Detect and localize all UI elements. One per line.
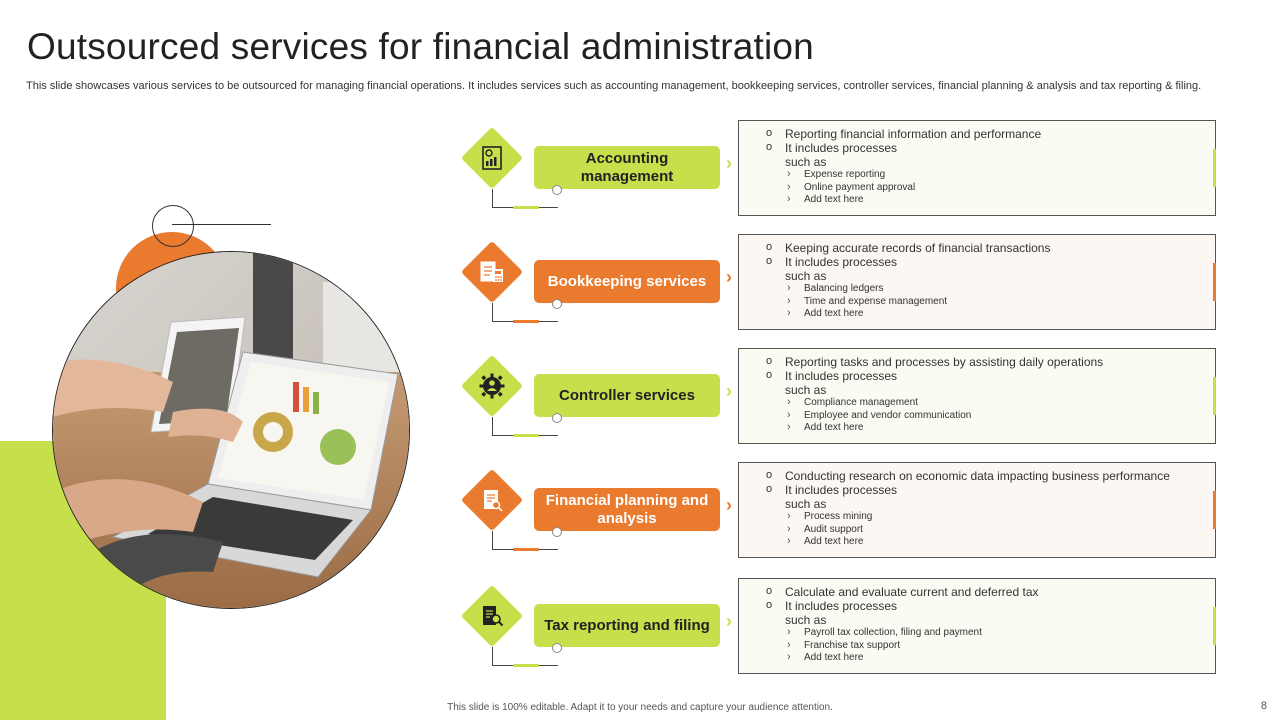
service-row-financial-planning bbox=[0, 462, 1280, 562]
bullet-text: Reporting tasks and processes by assisting daily operations bbox=[785, 355, 1104, 369]
sub-item: › Expense reporting bbox=[739, 169, 1215, 182]
chevron-right-icon: › bbox=[726, 495, 732, 515]
bullet-text-cont: such as bbox=[785, 269, 827, 283]
detail-bullet bbox=[739, 127, 1215, 141]
tax-document-search-icon bbox=[478, 602, 506, 630]
service-label: Controller services bbox=[534, 374, 720, 417]
connector-accent bbox=[513, 320, 539, 323]
slide-footer: This slide is 100% editable. Adapt it to your needs and capture your audience attention. bbox=[447, 702, 833, 713]
bullet-text: o It includes processes bbox=[785, 255, 898, 269]
sub-item: › Payroll tax collection, filing and payment bbox=[739, 627, 1215, 640]
service-details-card bbox=[738, 348, 1216, 444]
service-details-card bbox=[738, 578, 1216, 674]
bullet-text: o It includes processes bbox=[785, 141, 898, 155]
connector-dot bbox=[552, 643, 562, 653]
card-accent bbox=[1213, 377, 1216, 415]
sub-item: › Compliance management bbox=[739, 397, 1215, 410]
connector-accent bbox=[513, 548, 539, 551]
ring-decor-line bbox=[172, 224, 271, 225]
service-icon-badge bbox=[461, 241, 523, 303]
sub-item: › Balancing ledgers bbox=[739, 283, 1215, 296]
ledger-calculator-icon bbox=[478, 258, 506, 286]
sub-item: › Employee and vendor communication bbox=[739, 410, 1215, 423]
sub-item: › Add text here bbox=[739, 308, 1215, 321]
sub-item: › Franchise tax support bbox=[739, 640, 1215, 653]
chevron-right-icon: › bbox=[726, 381, 732, 401]
sub-item: › Online payment approval bbox=[739, 182, 1215, 195]
service-icon-badge bbox=[461, 469, 523, 531]
detail-bullet bbox=[739, 369, 1215, 397]
service-details-card bbox=[738, 462, 1216, 558]
service-details-card bbox=[738, 120, 1216, 216]
service-label: Financial planning and analysis bbox=[534, 488, 720, 531]
chart-document-icon bbox=[478, 144, 506, 172]
card-accent bbox=[1213, 607, 1216, 645]
bullet-text: o It includes processes bbox=[785, 599, 898, 613]
slide-title: Outsourced services for financial administration bbox=[27, 26, 814, 67]
sub-item: › Add text here bbox=[739, 652, 1215, 665]
service-row-bookkeeping bbox=[0, 234, 1280, 334]
bullet-text: Calculate and evaluate current and deferred tax bbox=[785, 585, 1039, 599]
detail-bullet bbox=[739, 141, 1215, 169]
service-details-card bbox=[738, 234, 1216, 330]
card-accent bbox=[1213, 149, 1216, 187]
bullet-text: Conducting research on economic data impacting business performance bbox=[785, 469, 1170, 483]
service-icon-badge bbox=[461, 585, 523, 647]
service-label: Tax reporting and filing bbox=[534, 604, 720, 647]
service-icon-badge bbox=[461, 355, 523, 417]
slide-subtitle: This slide showcases various services to be outsourced for managing financial operations. It includes services such as accounting management, bookkeeping services, controller services, financial planning & analysis and tax reporting & filing. bbox=[26, 80, 1202, 92]
connector-dot bbox=[552, 299, 562, 309]
bullet-text-cont: such as bbox=[785, 613, 827, 627]
service-label: Bookkeeping services bbox=[534, 260, 720, 303]
detail-bullet bbox=[739, 599, 1215, 627]
report-search-icon bbox=[478, 486, 506, 514]
card-accent bbox=[1213, 263, 1216, 301]
bullet-text-cont: such as bbox=[785, 383, 827, 397]
sub-item: › Add text here bbox=[739, 536, 1215, 549]
service-label: Accounting management bbox=[534, 146, 720, 189]
service-icon-badge bbox=[461, 127, 523, 189]
detail-bullet bbox=[739, 483, 1215, 511]
detail-bullet bbox=[739, 241, 1215, 255]
bullet-text-cont: such as bbox=[785, 155, 827, 169]
connector-dot bbox=[552, 185, 562, 195]
connector-accent bbox=[513, 434, 539, 437]
sub-item: › Audit support bbox=[739, 524, 1215, 537]
gear-person-icon bbox=[478, 372, 506, 400]
card-accent bbox=[1213, 491, 1216, 529]
bullet-text: o It includes processes bbox=[785, 483, 898, 497]
chevron-right-icon: › bbox=[726, 611, 732, 631]
detail-bullet bbox=[739, 585, 1215, 599]
sub-item: › Time and expense management bbox=[739, 296, 1215, 309]
detail-bullet bbox=[739, 355, 1215, 369]
connector-dot bbox=[552, 527, 562, 537]
sub-item: › Add text here bbox=[739, 194, 1215, 207]
bullet-text: o It includes processes bbox=[785, 369, 898, 383]
detail-bullet bbox=[739, 255, 1215, 283]
connector-accent bbox=[513, 206, 539, 209]
service-row-tax-reporting bbox=[0, 578, 1280, 678]
service-row-accounting bbox=[0, 120, 1280, 220]
bullet-text: Reporting financial information and performance bbox=[785, 127, 1042, 141]
sub-item: › Process mining bbox=[739, 511, 1215, 524]
bullet-text: Keeping accurate records of financial transactions bbox=[785, 241, 1051, 255]
connector-dot bbox=[552, 413, 562, 423]
sub-item: › Add text here bbox=[739, 422, 1215, 435]
chevron-right-icon: › bbox=[726, 153, 732, 173]
detail-bullet bbox=[739, 469, 1215, 483]
page-number: 8 bbox=[1260, 700, 1267, 712]
service-row-controller bbox=[0, 348, 1280, 448]
connector-accent bbox=[513, 664, 539, 667]
bullet-text-cont: such as bbox=[785, 497, 827, 511]
chevron-right-icon: › bbox=[726, 267, 732, 287]
